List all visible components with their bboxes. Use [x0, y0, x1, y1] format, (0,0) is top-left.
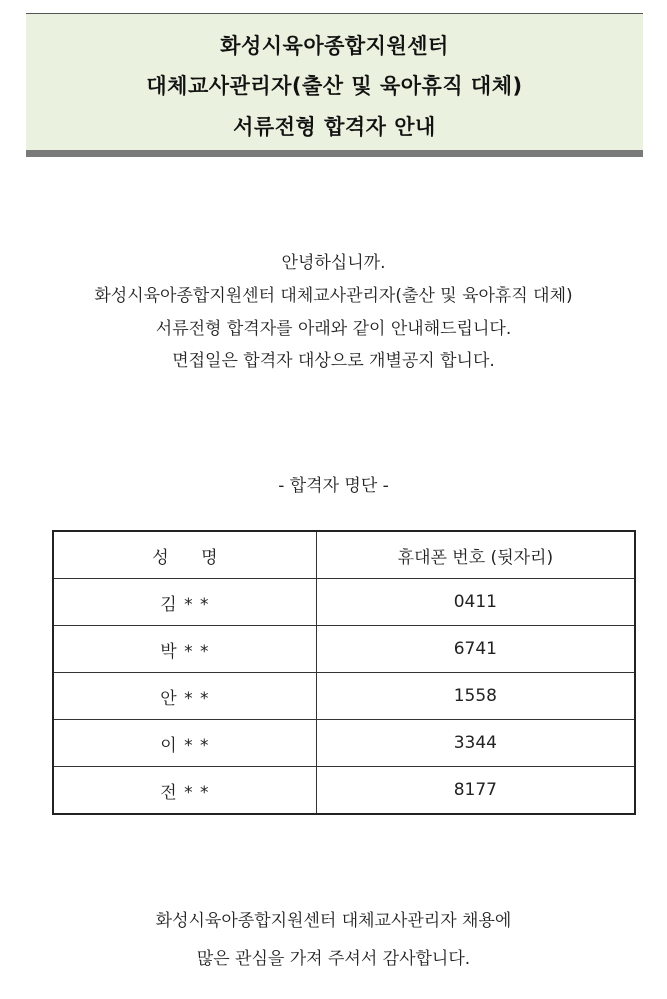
- intro-line-3: 서류전형 합격자를 아래와 같이 안내해드립니다.: [155, 319, 512, 339]
- closing-line-1: 화성시육아종합지원센터 대체교사관리자 채용에: [155, 911, 512, 931]
- table-row: [53, 720, 635, 767]
- applicant-phone: 1558: [316, 673, 635, 720]
- closing-line-2: 많은 관심을 가져 주셔서 감사합니다.: [196, 949, 471, 969]
- applicant-phone: 3344: [316, 720, 635, 767]
- intro-line-4: 면접일은 합격자 대상으로 개별공지 합니다.: [172, 351, 495, 371]
- header-underline-bar: [26, 150, 643, 157]
- applicant-phone: 6741: [316, 626, 635, 673]
- applicant-name: 김 * *: [53, 579, 316, 626]
- table-header-row: [53, 531, 635, 579]
- header-notice-title: 서류전형 합격자 안내: [233, 115, 436, 139]
- applicant-name: 안 * *: [53, 673, 316, 720]
- intro-line-2: 화성시육아종합지원센터 대체교사관리자(출산 및 육아휴직 대체): [94, 286, 573, 306]
- header-position-title: 대체교사관리자(출산 및 육아휴직 대체): [146, 74, 523, 98]
- table-row: [53, 579, 635, 626]
- applicant-name: 전 * *: [53, 767, 316, 815]
- column-header-phone: 휴대폰 번호 (뒷자리): [316, 531, 635, 579]
- table-row: [53, 767, 635, 815]
- applicant-name: 박 * *: [53, 626, 316, 673]
- table-row: [53, 673, 635, 720]
- applicant-phone: 0411: [316, 579, 635, 626]
- header-box: [26, 13, 643, 151]
- header-org-name: 화성시육아종합지원센터: [220, 34, 449, 58]
- applicant-phone: 8177: [316, 767, 635, 815]
- intro-greeting: 안녕하십니까.: [281, 253, 386, 273]
- list-title: - 합격자 명단 -: [278, 476, 389, 496]
- column-header-name: 성 명: [53, 531, 316, 579]
- table-row: [53, 626, 635, 673]
- applicant-name: 이 * *: [53, 720, 316, 767]
- applicant-table: [52, 530, 636, 815]
